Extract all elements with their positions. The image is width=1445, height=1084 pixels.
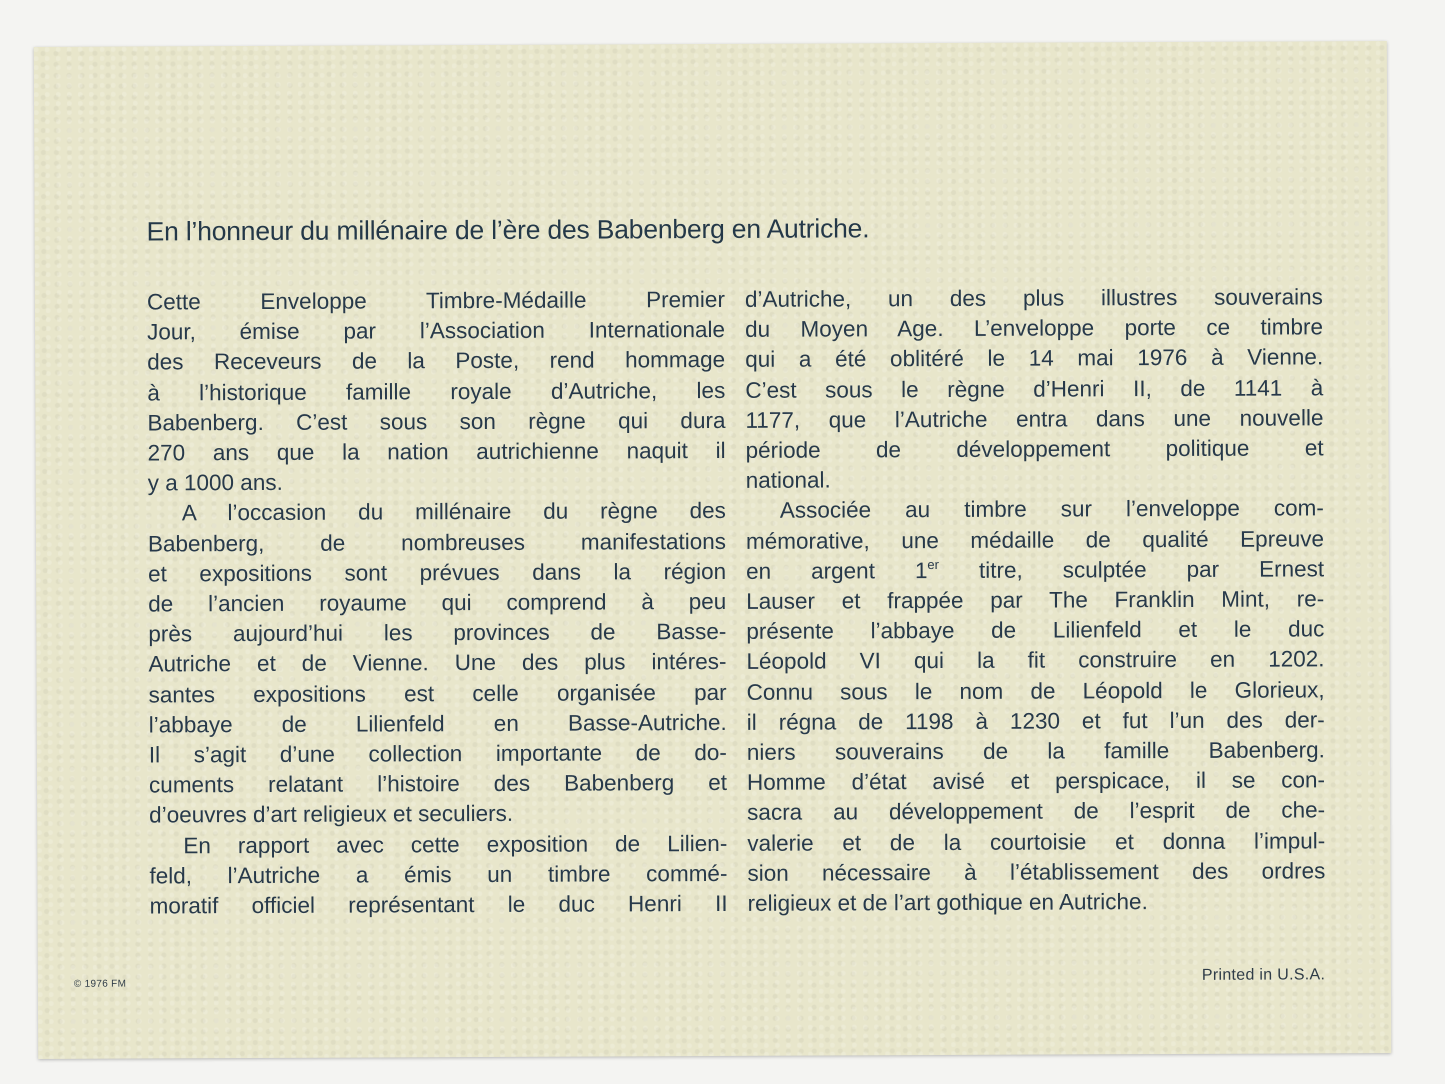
text-line: des Receveurs de la Poste, rend hommage xyxy=(147,347,726,375)
text-line: Jour, émise par l’Association Internationale xyxy=(146,317,726,345)
text-line: Léopold VI qui la fit construire en 1202. xyxy=(746,646,1325,675)
text-line: présente l’abbaye de Lilienfeld et le duc xyxy=(746,616,1325,645)
text-line: à l’historique famille royale d’Autriche, les xyxy=(147,377,726,406)
text-line: Il s’agit d’une collection importante de do- xyxy=(148,739,727,768)
text-line: d’oeuvres d’art religieux et seculiers. xyxy=(149,801,514,828)
line-part: titre, sculptée par Ernest xyxy=(938,556,1325,583)
text-line: 1177, que l’Autriche entra dans une nouvelle xyxy=(745,405,1324,433)
copyright-note: © 1976 FM xyxy=(73,978,127,990)
superscript-er: er xyxy=(927,556,940,572)
text-line: l’abbaye de Lilienfeld en Basse-Autriche. xyxy=(148,709,727,738)
text-line: sacra au développement de l’esprit de che- xyxy=(747,797,1326,826)
text-line: moratif officiel représentant le duc Henri II xyxy=(149,891,728,919)
paragraph-3 xyxy=(149,829,727,922)
text-line: cuments relatant l’histoire des Babenberg et xyxy=(148,770,728,798)
text-line: période de développement politique et xyxy=(745,435,1324,463)
text-line: près aujourd’hui les provinces de Basse- xyxy=(148,619,727,647)
text-line: de l’ancien royaume qui comprend à peu xyxy=(148,588,727,617)
text-line: religieux et de l’art gothique en Autriche. xyxy=(747,889,1148,916)
document-title: En l’honneur du millénaire de l’ère des Babenberg en Autriche. xyxy=(146,213,870,247)
text-line: En rapport avec cette exposition de Lilien- xyxy=(183,830,728,858)
text-line: Cette Enveloppe Timbre-Médaille Premier xyxy=(146,286,725,315)
text-line: national. xyxy=(745,467,831,494)
line-part: en argent 1 xyxy=(746,557,928,584)
text-line: A l’occasion du millénaire du règne des xyxy=(181,498,726,526)
paragraph-4 xyxy=(745,282,1324,496)
text-line: mémorative, une médaille de qualité Epreuve xyxy=(745,525,1325,554)
printed-in-note: Printed in U.S.A. xyxy=(1201,966,1326,984)
text-line: C’est sous le règne d’Henri II, de 1141 à xyxy=(745,374,1324,403)
document-card xyxy=(34,41,1391,1059)
text-line: y a 1000 ans. xyxy=(147,470,283,496)
paragraph-1 xyxy=(147,285,726,499)
text-line: 270 ans que la nation autrichienne naquit il xyxy=(147,437,726,466)
text-line: sion nécessaire à l’établissement des ordres xyxy=(747,858,1326,886)
text-line: santes expositions est celle organisée par xyxy=(148,679,727,708)
text-line: Connu sous le nom de Léopold le Glorieux, xyxy=(746,676,1325,705)
paragraph-2 xyxy=(148,496,727,831)
text-line: feld, l’Autriche a émis un timbre commé- xyxy=(149,860,728,889)
text-line: Homme d’état avisé et perspicace, il se con- xyxy=(746,767,1326,796)
text-line: Lauser et frappée par The Franklin Mint, re- xyxy=(746,586,1325,614)
text-line: Autriche et de Vienne. Une des plus intéres- xyxy=(148,649,727,677)
text-line: il régna de 1198 à 1230 et fut l’un des der- xyxy=(746,707,1325,735)
text-line: niers souverains de la famille Babenberg. xyxy=(746,737,1325,765)
text-line-with-superscript xyxy=(746,554,1324,587)
text-line: Babenberg, de nombreuses manifestations xyxy=(147,528,727,557)
text-line: Babenberg. C’est sous son règne qui dura xyxy=(147,407,726,436)
paragraph-5 xyxy=(746,494,1326,919)
text-line: et expositions sont prévues dans la région xyxy=(148,558,727,587)
right-column xyxy=(745,282,1326,919)
left-column xyxy=(147,285,728,922)
text-line: du Moyen Age. L’enveloppe porte ce timbre xyxy=(744,314,1324,343)
text-line: d’Autriche, un des plus illustres souverains xyxy=(744,284,1323,312)
text-line: qui a été oblitéré le 14 mai 1976 à Vienne. xyxy=(745,344,1324,373)
text-line: Associée au timbre sur l’enveloppe com- xyxy=(779,495,1324,524)
text-line: valerie et de la courtoisie et donna l’impul- xyxy=(747,827,1326,856)
